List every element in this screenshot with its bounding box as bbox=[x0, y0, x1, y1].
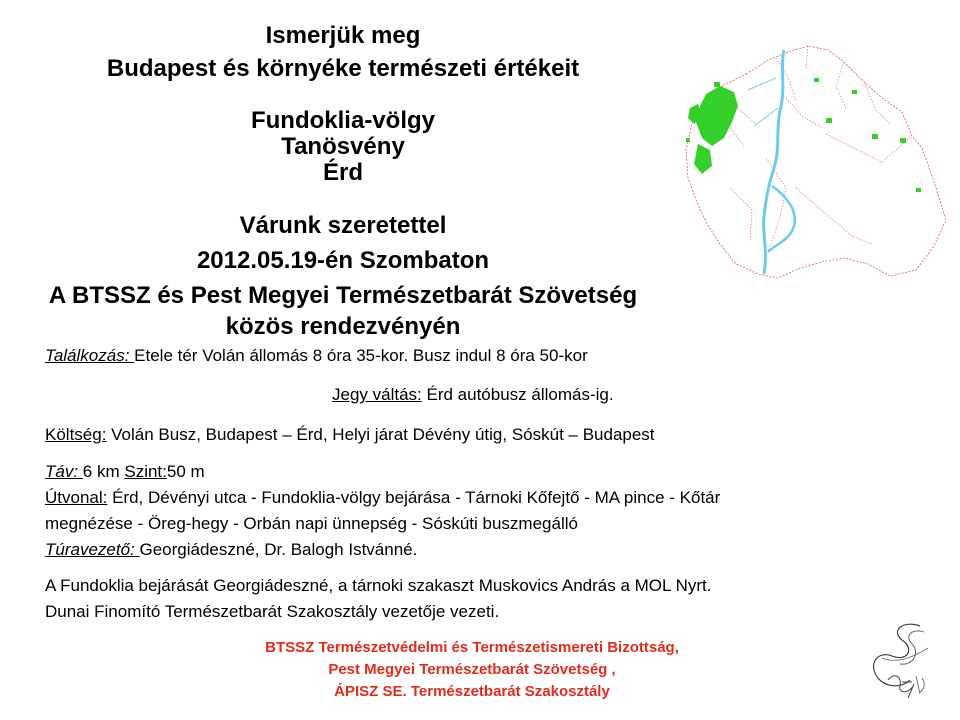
distance-value: 6 km bbox=[82, 462, 125, 481]
forest-area-1 bbox=[696, 86, 738, 146]
budapest-map-icon bbox=[676, 38, 954, 282]
forest-patch bbox=[686, 138, 690, 142]
route-label: Útvonal: bbox=[45, 488, 108, 507]
forest-area-2 bbox=[694, 144, 712, 174]
organization-logo-icon bbox=[862, 618, 946, 702]
title-line-2: Budapest és környéke természeti értékeit bbox=[106, 55, 580, 82]
guide-label: Túravezető: bbox=[45, 540, 140, 559]
route-value-line-2: megnézése - Öreg-hegy - Orbán napi ünnepség - Sóskúti buszmegálló bbox=[45, 514, 578, 533]
footer-line-3: ÁPISZ SE. Természetbarát Szakosztály bbox=[334, 683, 610, 700]
ticket-value: Érd autóbusz állomás-ig. bbox=[421, 385, 614, 404]
route-value-line-1: Érd, Dévényi utca - Fundoklia-völgy bejárása - Tárnoki Kőfejtő - MA pince - Kőtár bbox=[107, 488, 721, 507]
cost-value: Volán Busz, Budapest – Érd, Helyi járat Dévény útig, Sóskút – Budapest bbox=[106, 425, 655, 444]
meeting-value: Etele tér Volán állomás 8 óra 35-kor. Busz indul 8 óra 50-kor bbox=[134, 346, 588, 365]
elevation-label: Szint: bbox=[124, 462, 167, 481]
meeting-info bbox=[45, 346, 588, 366]
elevation-value: 50 m bbox=[166, 462, 205, 481]
title-line-1: Ismerjük meg bbox=[265, 22, 421, 49]
forest-patch bbox=[852, 90, 857, 94]
place-name-line-2: Tanösvény bbox=[281, 133, 405, 160]
guide-info bbox=[45, 540, 417, 560]
footer-line-1: BTSSZ Természetvédelmi és Természetismereti Bizottság, bbox=[265, 639, 679, 656]
note-line-1: A Fundoklia bejárását Georgiádeszné, a tárnoki szakaszt Muskovics András a MOL Nyrt. bbox=[45, 576, 712, 595]
forest-patch bbox=[900, 138, 906, 143]
map-district-line bbox=[706, 46, 912, 252]
meeting-label: Találkozás: bbox=[45, 346, 135, 365]
note-line-2: Dunai Finomító Természetbarát Szakosztály vezetője vezeti. bbox=[45, 602, 500, 621]
danube-branch bbox=[768, 186, 795, 252]
invite-line-3: A BTSSZ és Pest Megyei Természetbarát Szövetség bbox=[48, 282, 638, 309]
forest-patch bbox=[826, 118, 832, 123]
route-info bbox=[45, 488, 720, 508]
river-tributary bbox=[748, 78, 778, 126]
footer-line-2: Pest Megyei Természetbarát Szövetség , bbox=[328, 661, 616, 678]
place-name-line-3: Érd bbox=[322, 159, 363, 186]
guide-value: Georgiádeszné, Dr. Balogh Istvánné. bbox=[139, 540, 418, 559]
ticket-label: Jegy váltás: bbox=[332, 385, 422, 404]
ticket-info bbox=[332, 385, 614, 405]
forest-patch bbox=[916, 188, 921, 192]
invite-line-4: közös rendezvényén bbox=[225, 313, 461, 340]
danube-river bbox=[764, 50, 784, 274]
cost-info bbox=[45, 425, 655, 445]
event-date: 2012.05.19-én Szombaton bbox=[196, 247, 490, 274]
forest-patch bbox=[872, 134, 878, 139]
invite-line-1: Várunk szeretettel bbox=[239, 212, 447, 239]
forest-patch bbox=[814, 78, 819, 82]
forest-patch bbox=[714, 82, 720, 87]
cost-label: Költség: bbox=[45, 425, 107, 444]
distance-label: Táv: bbox=[45, 462, 83, 481]
place-name-line-1: Fundoklia-völgy bbox=[250, 107, 435, 134]
distance-info bbox=[45, 462, 205, 482]
